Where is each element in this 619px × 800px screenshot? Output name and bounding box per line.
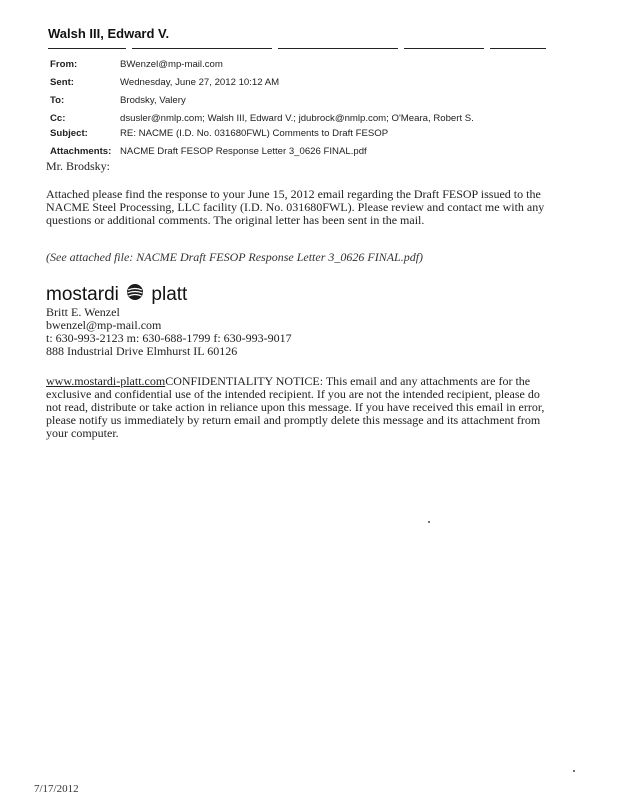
confidentiality-text: CONFIDENTIALITY NOTICE: This email and any attachments are for the bbox=[165, 374, 531, 388]
print-date: 7/17/2012 bbox=[34, 783, 79, 795]
header-rule bbox=[48, 48, 126, 49]
logo-text-right: platt bbox=[151, 284, 188, 306]
signature-address: 888 Industrial Drive Elmhurst IL 60126 bbox=[46, 344, 238, 358]
header-from bbox=[50, 59, 590, 77]
header-value[interactable]: Brodsky, Valery bbox=[120, 95, 186, 106]
header-label: Sent: bbox=[50, 77, 74, 88]
body-line: Attached please find the response to your June 15, 2012 email regarding the Draft FESOP issued to the bbox=[46, 187, 541, 201]
signature-email[interactable]: bwenzel@mp-mail.com bbox=[46, 318, 162, 332]
company-logo bbox=[46, 283, 187, 305]
globe-icon bbox=[126, 283, 144, 307]
attached-file-note[interactable]: (See attached file: NACME Draft FESOP Response Letter 3_0626 FINAL.pdf) bbox=[46, 250, 424, 264]
attachment-link[interactable]: NACME Draft FESOP Response Letter 3_0626 FINAL.pdf bbox=[120, 146, 367, 157]
header-value[interactable]: dsusler@nmlp.com; Walsh III, Edward V.; jdubrock@nmlp.com; O'Meara, Robert S. bbox=[120, 113, 474, 124]
header-label: Subject: bbox=[50, 128, 88, 139]
header-label: Cc: bbox=[50, 113, 66, 124]
signature-phones: t: 630-993-2123 m: 630-688-1799 f: 630-993-9017 bbox=[46, 331, 292, 345]
header-label: To: bbox=[50, 95, 65, 106]
body-line: questions or additional comments. The original letter has been sent in the mail. bbox=[46, 213, 425, 227]
header-rule bbox=[404, 48, 484, 49]
confidentiality-line: not read, distribute or take action in reliance upon this message. If you have received this email in error, bbox=[46, 400, 545, 414]
header-rule bbox=[278, 48, 398, 49]
body-line: NACME Steel Processing, LLC facility (I.D. No. 031680FWL). Please review and contact me with any bbox=[46, 200, 545, 214]
logo-text-left: mostardi bbox=[46, 284, 119, 306]
scan-speck bbox=[573, 770, 575, 772]
message-body bbox=[46, 188, 586, 227]
header-label: From: bbox=[50, 59, 78, 70]
header-sent bbox=[50, 77, 590, 95]
website-link[interactable]: www.mostardi-platt.com bbox=[46, 374, 166, 388]
confidentiality-notice bbox=[46, 375, 586, 440]
header-subject bbox=[50, 128, 590, 146]
signature-name: Britt E. Wenzel bbox=[46, 305, 120, 319]
header-value[interactable]: BWenzel@mp-mail.com bbox=[120, 59, 223, 70]
salutation: Mr. Brodsky: bbox=[46, 159, 111, 173]
scan-speck bbox=[428, 521, 430, 523]
header-attachments bbox=[50, 146, 590, 164]
confidentiality-line: your computer. bbox=[46, 426, 119, 440]
header-value: RE: NACME (I.D. No. 031680FWL) Comments to Draft FESOP bbox=[120, 128, 389, 139]
email-owner: Walsh III, Edward V. bbox=[48, 26, 170, 41]
header-rule bbox=[132, 48, 272, 49]
header-value: Wednesday, June 27, 2012 10:12 AM bbox=[120, 77, 280, 88]
confidentiality-line: please notify us immediately by return email and promptly delete this message and its attachment from bbox=[46, 413, 541, 427]
header-rule bbox=[490, 48, 546, 49]
signature-block bbox=[46, 306, 292, 358]
header-to bbox=[50, 95, 590, 113]
header-label: Attachments: bbox=[50, 146, 112, 157]
confidentiality-line: exclusive and confidential use of the intended recipient. If you are not the intended recipient, please do bbox=[46, 387, 540, 401]
